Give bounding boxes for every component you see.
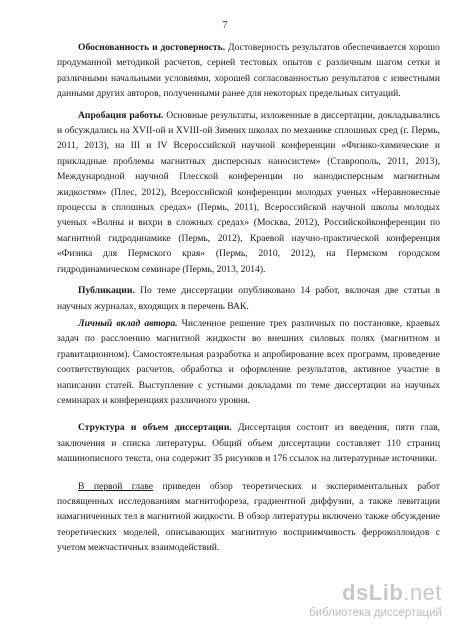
- paragraph-structure: [57, 420, 440, 466]
- paragraph-contribution: [57, 316, 440, 408]
- text-structure: Диссертация состоит из введения, пяти глав, заключения и списка литературы. Общий объем диссертации составляет 110 страниц машинописного текста, она содержит 35 рисунков и 176 ссылок на литературные источники.: [57, 422, 441, 465]
- heading-publications: Публикации.: [78, 285, 135, 297]
- watermark-caption: библиотека диссертаций: [309, 607, 442, 619]
- paragraph-publications: [57, 283, 440, 314]
- text-validity: Достоверность результатов обеспечивается хорошо продуманной методикой расчетов, серией тестовых опытов с различным шагом сетки и различными начальными условиями, хорошей согласованностью результатов с известными данными других авторов, полученными ранее для некоторых предельных ситуаций.: [57, 42, 440, 100]
- paragraph-validity: [57, 40, 440, 102]
- heading-contribution: Личный вклад автора.: [78, 317, 178, 329]
- lead-first-chapter: В первой главе: [78, 480, 154, 492]
- heading-validity: Обоснованность и достоверность.: [78, 42, 226, 53]
- text-approbation: Основные результаты, изложенные в диссертации, докладывались и обсуждались на XVII-ой и XVIII-ой Зимних школах по механике сплошных сред (г. Пермь, 2011, 2013), на III и IV Всероссийской научной конференции «Физико-химические и прикладные проблемы магнитных дисперсных наносистем» (Ставрополь, 2011, 2013), Международной научной Плесской конференции по нанодисперсным магнитным жидкостям» (Плес, 2012), Всероссийской конференции молодых ученых «Неравновесные процессы в сплошных средах» (Пермь, 2011), Всероссийской научной школы молодых ученых «Волны и вихри в сложных средах» (Москва, 2012), Российскойконференции по магнитной гидродинамике (Пермь, 2012), Краевой научно-практической конференция «Физика для Пермского края» (Пермь, 2010, 2012), на Пермском городском гидродинамическом семинаре (Пермь, 2013, 2014).: [57, 109, 441, 275]
- watermark-logo-tld: .net: [403, 580, 442, 605]
- document-body: [57, 40, 440, 562]
- text-first-chapter: приведен обзор теоретических и экспериментальных работ посвященных исследованиям магнитофореза, градиентной диффузии, а также левитации намагниченных тел в магнитной жидкости. В обзор литературы включено также обсуждение теоретических моделей, описывающих магнитную восприимчивость ферроколлоидов с учетом межчастичных взаимодействий.: [57, 480, 440, 554]
- watermark-logo: [272, 580, 442, 606]
- heading-structure: Структура и объем диссертации.: [78, 422, 232, 434]
- heading-approbation: Апробация работы.: [78, 109, 164, 121]
- watermark-logo-main: dsLib: [342, 580, 404, 605]
- paragraph-approbation: [57, 108, 440, 277]
- dslib-watermark: [272, 580, 442, 630]
- paragraph-first-chapter: [57, 479, 440, 556]
- text-contribution: Численное решение трех различных по постановке, краевых задач по расслоению магнитной жидкости во внешних силовых полях (магнитном и гравитационном). Самостоятельная разработка и апробирование всех программ, проведение соответствующих расчетов, обработка и оформление результатов, активное участие в написании статей. Выступление с устными докладами по теме диссертации на научных семинарах и конференциях различного уровня.: [57, 317, 440, 406]
- text-publications: По теме диссертации опубликовано 14 работ, включая две статьи в научных журналах, входящих в перечень ВАК.: [57, 285, 440, 312]
- page-number: 7: [222, 20, 228, 31]
